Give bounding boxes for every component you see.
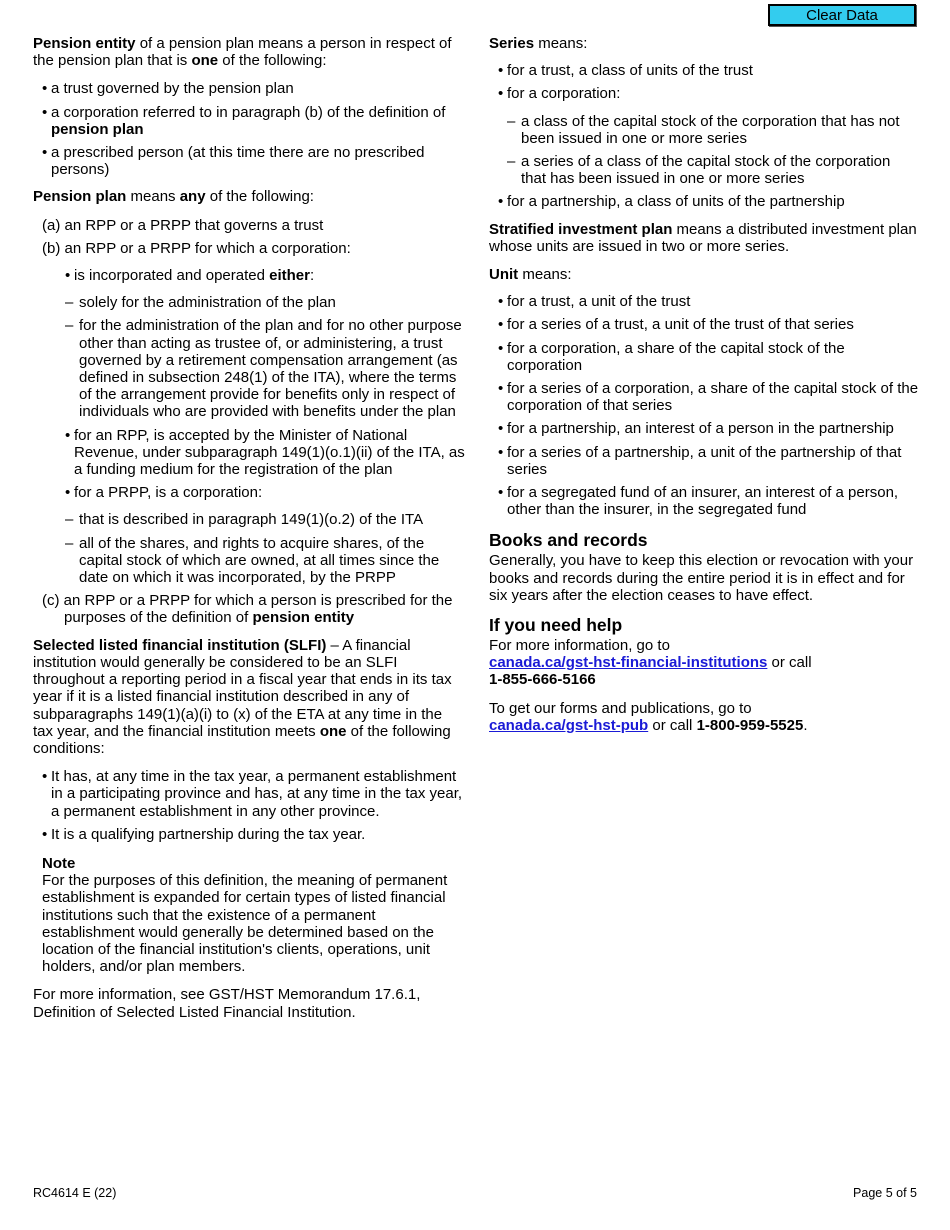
text: – A financial institution would generally be considered to be an SLFI throughout a reporting period in a fiscal year that ends in its tax year if it is a listed financial institution described in any of subparagraphs 149(1)(a)(i) to (x) of the ETA at any time in the tax year, and the financial institution meets (33, 636, 452, 740)
term-stratified: Stratified investment plan (489, 220, 673, 238)
series-list (489, 62, 919, 102)
text: . (803, 716, 808, 734)
term-pension-plan: Pension plan (33, 188, 127, 206)
term-pension-entity: Pension entity (33, 35, 136, 52)
help-line2: To get our forms and publications, go to (489, 699, 752, 717)
pension-plan-list (33, 217, 465, 627)
list-item: • for a trust, a unit of the trust (489, 293, 919, 310)
list-item (56, 267, 465, 284)
list-item: – a class of the capital stock of the corporation that has not been issued in one or more series (507, 113, 919, 147)
help-heading: If you need help (489, 615, 623, 636)
list-item: (b) an RPP or a PRPP for which a corporation: (42, 239, 351, 257)
help-phone1: 1-855-666-5166 (489, 671, 596, 689)
prpp-dash-list (65, 511, 465, 586)
left-column (33, 35, 465, 1021)
note-block (33, 855, 465, 975)
text-bold: pension plan (51, 120, 144, 138)
list-item: • for a corporation: (489, 85, 919, 102)
help-phone2: 1-800-959-5525 (696, 716, 804, 734)
corp-conditions-list (56, 267, 465, 284)
list-item: • for a partnership, an interest of a person in the partnership (489, 420, 919, 437)
unit-list (489, 293, 919, 518)
list-item: – for the administration of the plan and for no other purpose other than acting as trustee of, or administering, a trust governed by a retirement compensation arrangement (as defined in subsection 248(1) of the ITA), where the terms of the arrangement provide for benefits only in respect of individuals who are provided with benefits under the plan (65, 317, 465, 420)
text-bold: any (179, 188, 206, 206)
unit-definition (489, 266, 919, 283)
text-bold: either (269, 267, 310, 285)
text-bold: pension entity (252, 609, 355, 627)
term-series: Series (489, 35, 535, 52)
text: of a pension plan means a person in respect of the pension plan that is (33, 35, 452, 70)
books-heading: Books and records (489, 530, 648, 551)
list-item: • for a trust, a class of units of the trust (489, 62, 919, 79)
list-item: • for a segregated fund of an insurer, an interest of a person, other than the insurer, in the segregated fund (489, 484, 919, 518)
list-item: (a) an RPP or a PRPP that governs a trust (42, 216, 324, 234)
text: is incorporated and operated (74, 267, 270, 285)
text: of the following: (218, 52, 327, 70)
right-column (489, 35, 919, 734)
gst-hst-fi-link[interactable]: canada.ca/gst-hst-financial-institutions (489, 654, 768, 672)
text: of the following: (205, 188, 314, 206)
list-item: • for a series of a trust, a unit of the trust of that series (489, 316, 919, 333)
text: or call (767, 654, 812, 672)
list-item: – all of the shares, and rights to acquire shares, of the capital stock of which are owned, at all times since the date on which it was incorporated, by the PRPP (65, 535, 465, 587)
list-item: – solely for the administration of the plan (65, 294, 465, 311)
list-item: – a series of a class of the capital stock of the corporation that has been issued in one or more series (507, 153, 919, 187)
form-id: RC4614 E (22) (33, 1186, 117, 1200)
text: means: (518, 266, 572, 284)
series-definition (489, 35, 919, 52)
list-item: • for a PRPP, is a corporation: (56, 484, 465, 501)
help-line1b (489, 654, 919, 671)
help-line1: For more information, go to (489, 637, 670, 655)
incorp-dash-list (65, 294, 465, 420)
text: means: (534, 35, 588, 52)
list-item: • It is a qualifying partnership during the tax year. (33, 826, 465, 843)
list-item: • a prescribed person (at this time there are no prescribed persons) (33, 144, 465, 178)
note-text: For the purposes of this definition, the meaning of permanent establishment is expanded for certain types of listed financial institutions such that the existence of a permanent establishment would generally be determined based on the location of the financial institution's clients, operations, unit holders, and/or plan members. (42, 872, 448, 976)
list-item (42, 592, 465, 626)
text: of the following conditions: (33, 722, 451, 757)
help-line2b (489, 717, 919, 734)
text: (c) an RPP or a PRPP for which a person is prescribed for the purposes of the definition of (42, 592, 453, 627)
books-text: Generally, you have to keep this election or revocation with your books and records during the entire period it is in effect and for six years after the election ceases to have effect. (489, 552, 914, 604)
list-item (42, 267, 465, 586)
list-item: – that is described in paragraph 149(1)(o.2) of the ITA (65, 511, 465, 528)
series-list-2 (489, 193, 919, 210)
pension-entity-definition (33, 35, 465, 69)
pension-plan-definition (33, 188, 465, 205)
slfi-definition (33, 637, 465, 757)
list-item: • for a corporation, a share of the capital stock of the corporation (489, 340, 919, 374)
list-item: • for a partnership, a class of units of the partnership (489, 193, 919, 210)
list-item: • for an RPP, is accepted by the Minister of National Revenue, under subparagraph 149(1)(o.1)(ii) of the ITA, as a funding medium for the registration of the plan (56, 427, 465, 479)
text: : (310, 267, 315, 285)
term-slfi: Selected listed financial institution (SLFI) (33, 636, 327, 654)
gst-hst-pub-link[interactable]: canada.ca/gst-hst-pub (489, 716, 649, 734)
list-item: • for a series of a corporation, a share of the capital stock of the corporation of that series (489, 380, 919, 414)
slfi-conditions-list (33, 768, 465, 843)
list-item: • for a series of a partnership, a unit of the partnership of that series (489, 444, 919, 478)
pension-entity-list (33, 80, 465, 178)
text-bold: one (191, 52, 219, 70)
text: means a distributed investment plan whose units are issued in two or more series. (489, 220, 917, 255)
slfi-more-info: For more information, see GST/HST Memorandum 17.6.1, Definition of Selected Listed Financial Institution. (33, 986, 421, 1021)
list-item (33, 104, 465, 138)
text: or call (648, 716, 697, 734)
stratified-definition (489, 221, 919, 255)
text: a corporation referred to in paragraph (b) of the definition of (51, 103, 446, 121)
term-unit: Unit (489, 266, 519, 284)
series-corp-dash-list (489, 113, 919, 188)
text: means (126, 188, 180, 206)
note-title: Note (42, 854, 76, 872)
clear-data-button[interactable]: Clear Data (768, 4, 916, 26)
page-number: Page 5 of 5 (853, 1186, 917, 1200)
text-bold: one (319, 722, 347, 740)
list-item: • a trust governed by the pension plan (33, 80, 465, 97)
list-item: • It has, at any time in the tax year, a permanent establishment in a participating province and has, at any time in the tax year, a permanent establishment in any other province. (33, 768, 465, 820)
rpp-prpp-list (56, 427, 465, 502)
